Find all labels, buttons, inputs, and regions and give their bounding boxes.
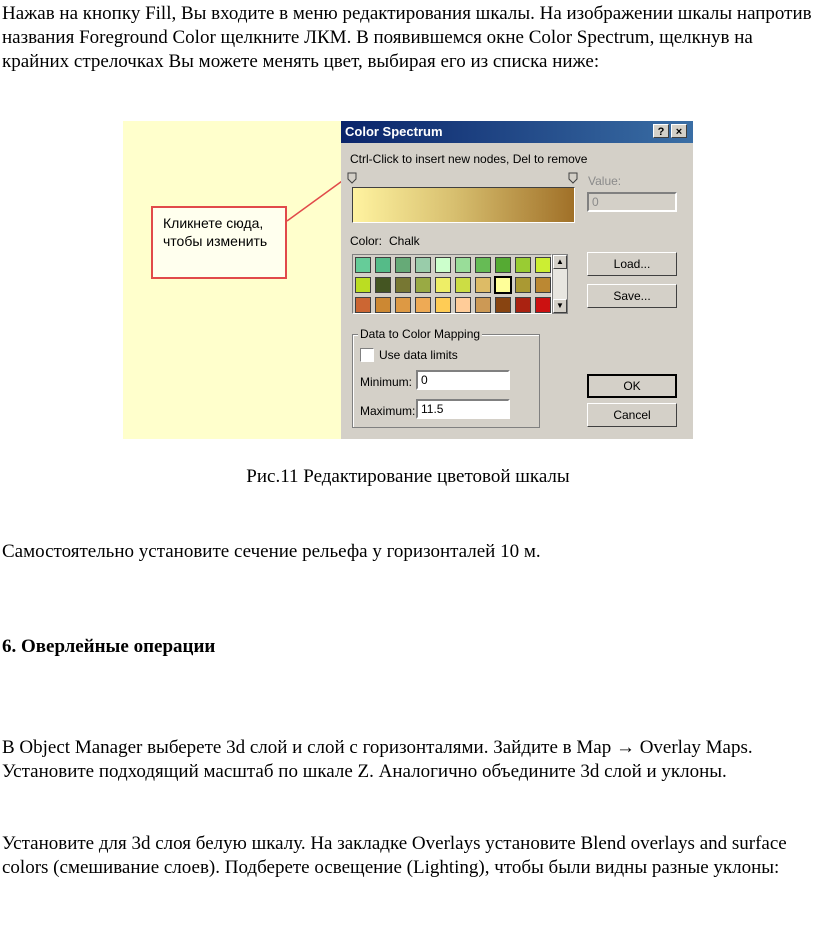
hint-text: Ctrl-Click to insert new nodes, Del to remove — [350, 152, 588, 166]
scroll-up-icon[interactable]: ▲ — [553, 255, 567, 269]
scroll-down-icon[interactable]: ▼ — [553, 299, 567, 313]
callout-arrow-line — [123, 121, 363, 241]
palette-swatch[interactable] — [355, 277, 371, 293]
palette-swatch[interactable] — [535, 277, 551, 293]
figure-color-spectrum — [123, 121, 693, 439]
palette-swatch[interactable] — [535, 257, 551, 273]
palette-swatch[interactable] — [495, 297, 511, 313]
minimum-field[interactable]: 0 — [416, 370, 510, 390]
palette-scrollbar[interactable] — [552, 254, 568, 314]
left-node-marker-icon[interactable] — [347, 172, 357, 184]
palette-swatch[interactable] — [495, 277, 511, 293]
use-data-limits-checkbox[interactable] — [360, 348, 374, 362]
intro-paragraph: Нажав на кнопку Fill, Вы входите в меню редактирования шкалы. На изображении шкалы напротив названия Foreground Color щелкните ЛКМ. В появившемся окне Color Spectrum, щелкнув на крайних стрелочках Вы можете менять цвет, выбирая его из списка ниже: — [2, 3, 812, 72]
dialog-title: Color Spectrum — [341, 121, 693, 143]
palette-swatch[interactable] — [455, 297, 471, 313]
palette-swatch[interactable] — [515, 257, 531, 273]
color-palette — [352, 254, 552, 314]
palette-swatch[interactable] — [395, 257, 411, 273]
palette-swatch[interactable] — [455, 277, 471, 293]
save-button[interactable]: Save... — [587, 284, 677, 308]
palette-swatch[interactable] — [435, 257, 451, 273]
right-node-marker-icon[interactable] — [568, 172, 578, 184]
use-data-limits-label: Use data limits — [379, 348, 458, 362]
palette-swatch[interactable] — [355, 257, 371, 273]
figure-caption: Рис.11 Редактирование цветовой шкалы — [246, 466, 570, 487]
maximum-field[interactable]: 11.5 — [416, 399, 510, 419]
palette-swatch[interactable] — [375, 257, 391, 273]
palette-swatch[interactable] — [475, 257, 491, 273]
palette-swatch[interactable] — [355, 297, 371, 313]
palette-swatch[interactable] — [435, 277, 451, 293]
minimum-label: Minimum: — [360, 375, 413, 389]
load-button[interactable]: Load... — [587, 252, 677, 276]
value-field[interactable]: 0 — [587, 192, 677, 212]
palette-swatch[interactable] — [535, 297, 551, 313]
cancel-button[interactable]: Cancel — [587, 403, 677, 427]
color-name: Chalk — [389, 234, 420, 248]
mapping-group-label: Data to Color Mapping — [360, 327, 481, 341]
palette-swatch[interactable] — [395, 297, 411, 313]
palette-swatch[interactable] — [515, 277, 531, 293]
palette-swatch[interactable] — [455, 257, 471, 273]
palette-swatch[interactable] — [395, 277, 411, 293]
palette-swatch[interactable] — [435, 297, 451, 313]
palette-swatch[interactable] — [415, 297, 431, 313]
color-label: Color: — [350, 234, 383, 248]
palette-swatch[interactable] — [475, 297, 491, 313]
section-heading: 6. Оверлейные операции — [2, 636, 216, 657]
palette-swatch[interactable] — [495, 257, 511, 273]
palette-swatch[interactable] — [375, 297, 391, 313]
palette-swatch[interactable] — [375, 277, 391, 293]
palette-swatch[interactable] — [515, 297, 531, 313]
palette-swatch[interactable] — [475, 277, 491, 293]
palette-swatch[interactable] — [415, 277, 431, 293]
color-spectrum-dialog — [341, 121, 693, 439]
paragraph-contour-section: Самостоятельно установите сечение рельефа у горизонталей 10 м. — [2, 541, 541, 562]
paragraph-blend-overlays: Установите для 3d слоя белую шкалу. На закладке Overlays установите Blend overlays and surface colors (смешивание слоев). Подберете освещение (Lighting), чтобы были видны разные уклоны: — [2, 833, 787, 878]
palette-swatch[interactable] — [415, 257, 431, 273]
value-label: Value: — [588, 174, 622, 188]
callout-box: Кликнете сюда, чтобы изменить — [151, 206, 287, 279]
close-button[interactable]: × — [671, 124, 687, 138]
maximum-label: Maximum: — [360, 404, 416, 418]
paragraph-overlay-maps: В Object Manager выберете 3d слой и слой с горизонталями. Зайдите в Map → Overlay Maps. Установите подходящий масштаб по шкале Z. Аналогично объедините 3d слой и уклоны. — [2, 737, 753, 782]
color-gradient-bar[interactable] — [352, 187, 575, 223]
help-button[interactable]: ? — [653, 124, 669, 138]
ok-button[interactable]: OK — [587, 374, 677, 398]
